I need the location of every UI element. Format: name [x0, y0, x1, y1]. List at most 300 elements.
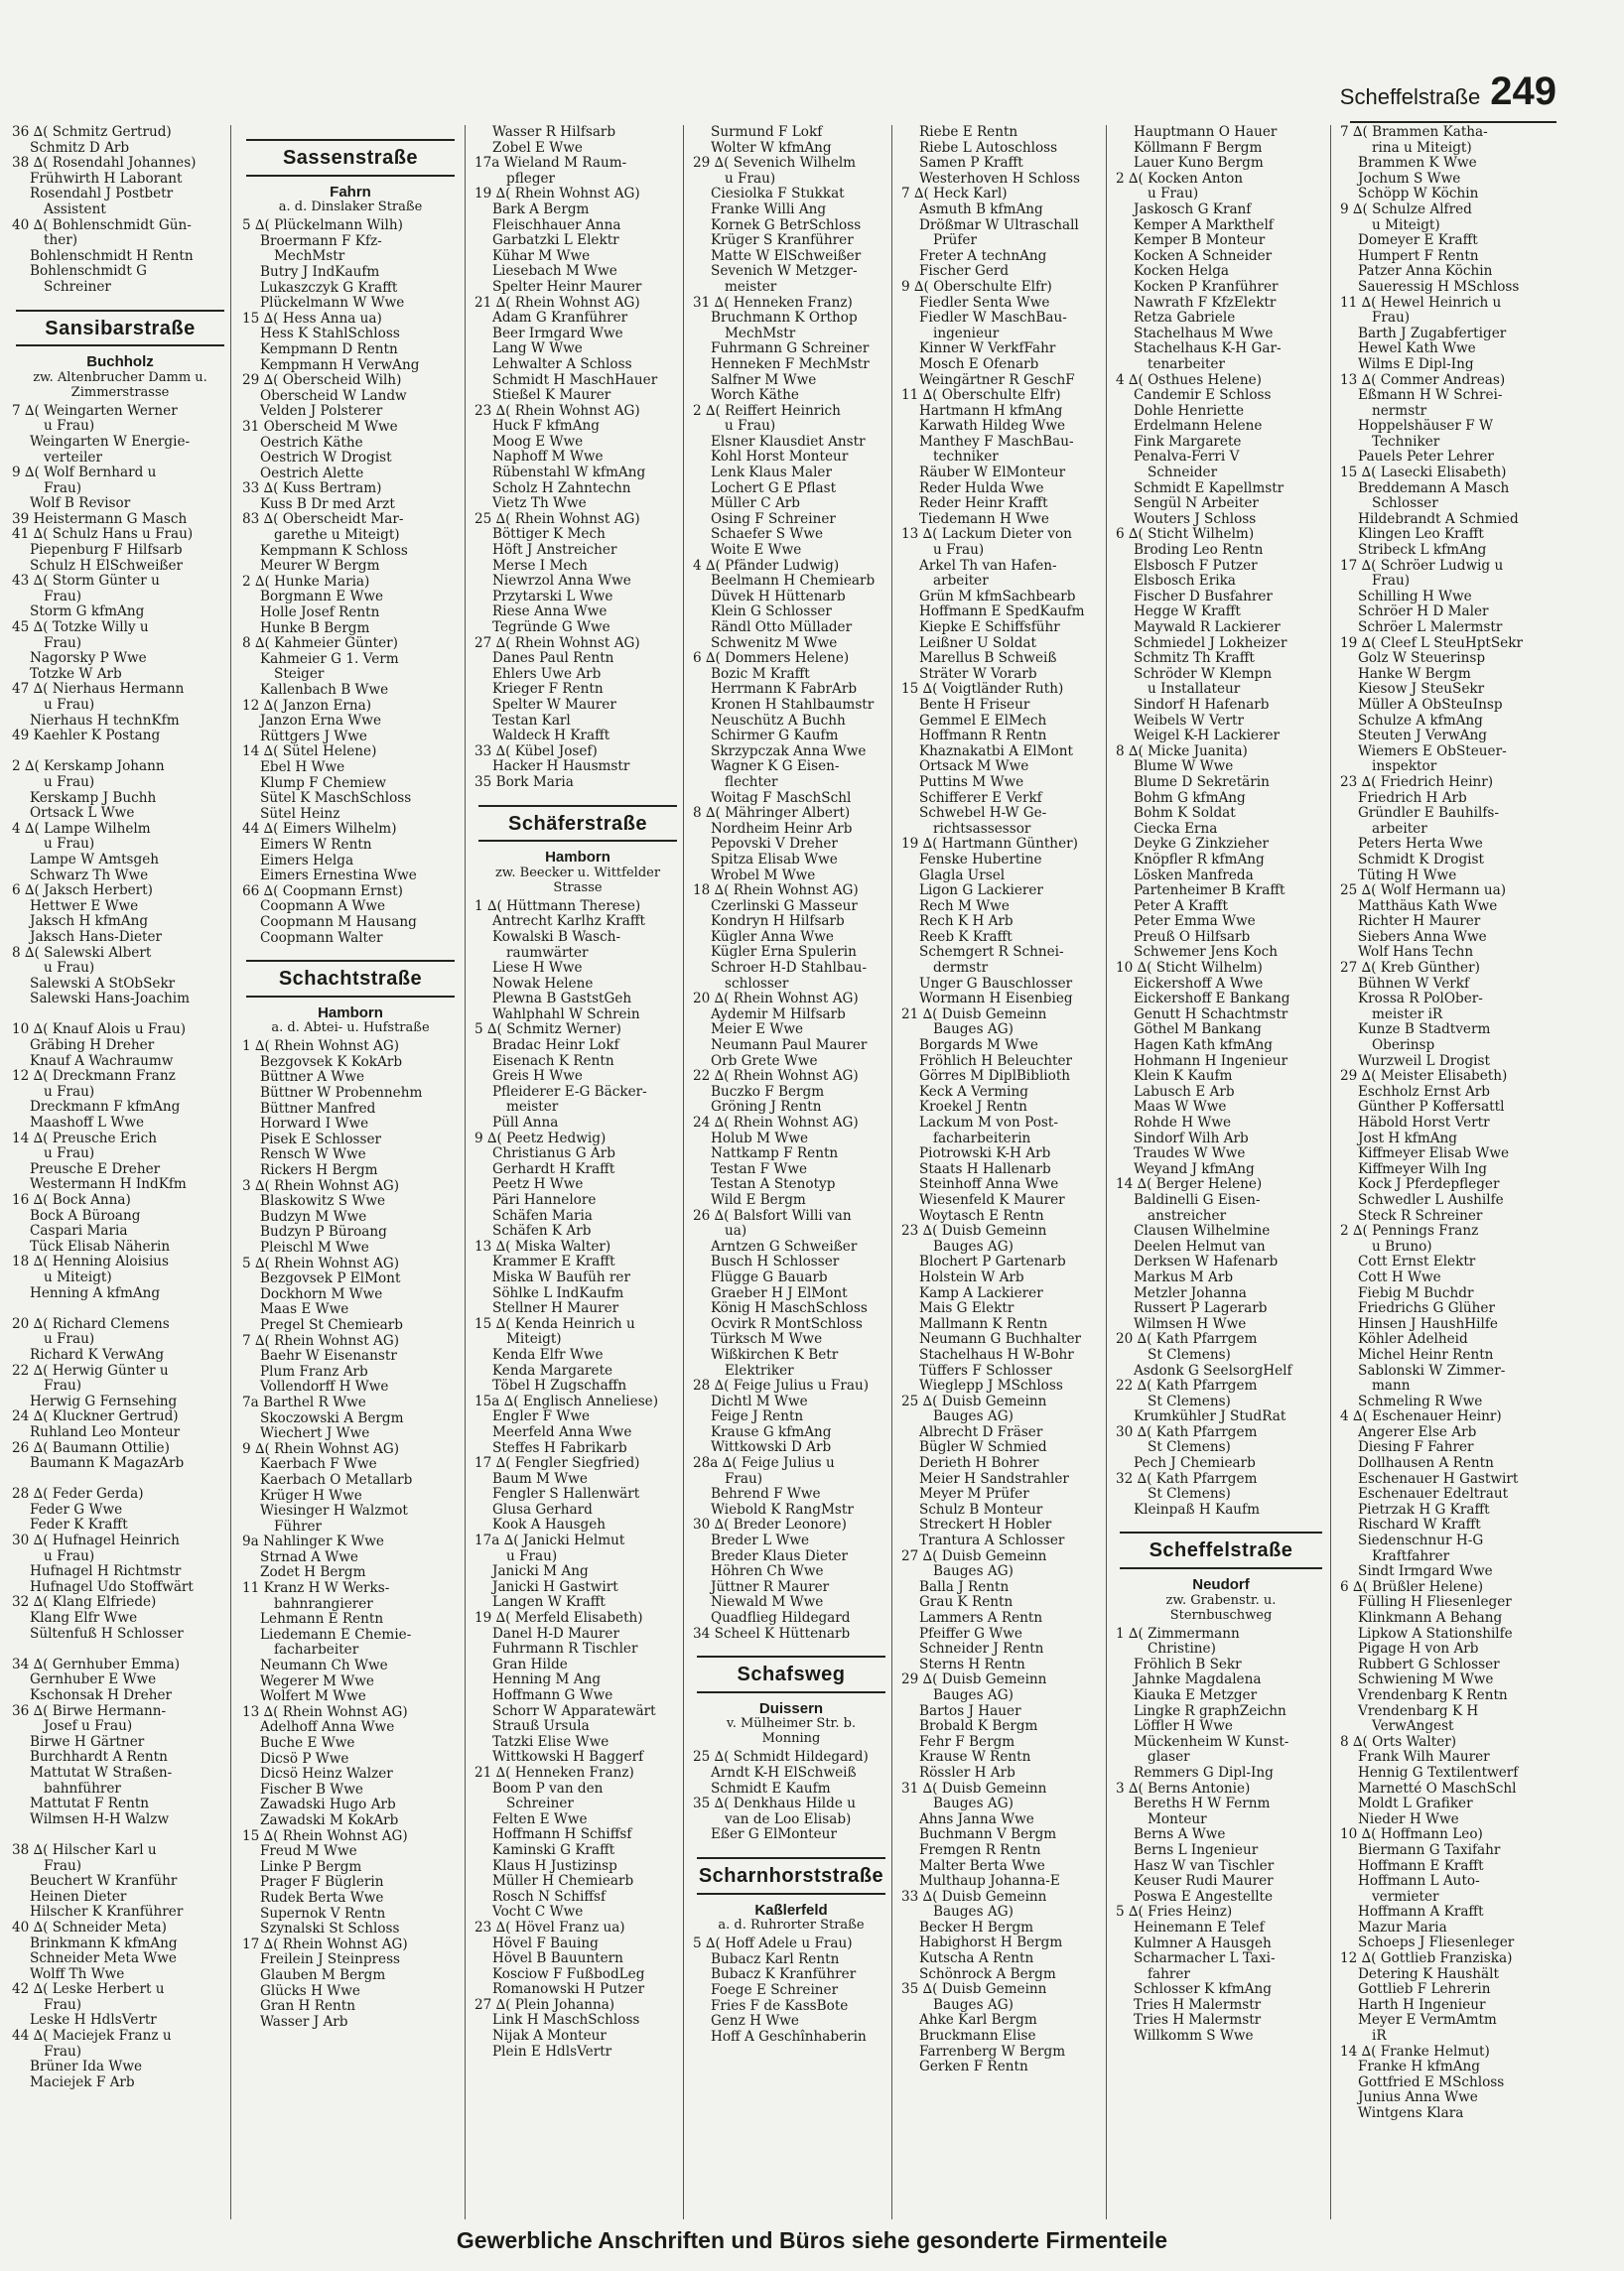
- resident-entry: Wilmsen H Wwe: [1134, 1315, 1247, 1332]
- resident-entry: Kaminski G Krafft: [492, 1841, 615, 1858]
- resident-entry: Gröning J Rentn: [711, 1099, 822, 1116]
- resident-entry: Weyand J kfmAng: [1134, 1160, 1255, 1177]
- resident-entry: Peetz H Wwe: [492, 1176, 584, 1193]
- house-entry: 1 ∆( Zimmermann: [1116, 1625, 1240, 1642]
- resident-entry: [12, 1301, 228, 1317]
- house-entry: 38 ∆( Hilscher Karl u: [12, 1841, 157, 1858]
- resident-entry: Kronen H Stahlbaumstr: [711, 696, 875, 713]
- resident-entry: Breder L Wwe: [711, 1533, 810, 1549]
- resident-entry: Baumann K MagazArb: [30, 1455, 185, 1472]
- resident-entry: Bubacz K Kranführer: [711, 1966, 857, 1983]
- resident-entry: Schmitz D Arb: [30, 139, 130, 156]
- street-name: Schäferstraße: [508, 812, 647, 835]
- resident-entry: Streckert H Hobler: [919, 1517, 1052, 1534]
- resident-entry: Rech M Wwe: [919, 897, 1010, 914]
- resident-entry: Samen P Krafft: [919, 155, 1023, 172]
- resident-entry: u Frau): [44, 1331, 95, 1348]
- resident-entry: Patzer Anna Köchin: [1358, 263, 1493, 280]
- resident-entry: Jost H kfmAng: [1358, 1130, 1458, 1146]
- resident-entry: Keuser Rudi Maurer: [1134, 1873, 1274, 1890]
- resident-entry: Eickershoff A Wwe: [1134, 975, 1264, 992]
- resident-entry: Butry J IndKaufm: [260, 263, 380, 280]
- resident-entry: Frau): [44, 634, 82, 651]
- resident-entry: Remmers G Dipl-Ing: [1134, 1764, 1274, 1781]
- house-entry: 10 ∆( Sticht Wilhelm): [1116, 960, 1263, 977]
- house-entry: 13 ∆( Miska Walter): [474, 1238, 611, 1255]
- resident-entry: Breddemann A Masch: [1358, 479, 1510, 496]
- resident-entry: Kroekel J Rentn: [919, 1099, 1027, 1116]
- resident-entry: Ehlers Uwe Arb: [492, 665, 602, 682]
- resident-entry: Testan Karl: [492, 712, 571, 729]
- resident-entry: Leißner U Soldat: [919, 634, 1037, 651]
- house-entry: 31 ∆( Henneken Franz): [693, 294, 853, 311]
- resident-entry: Frau): [1372, 573, 1411, 590]
- resident-entry: Müller C Arb: [711, 495, 800, 512]
- resident-entry: Klump F Chemiew: [260, 774, 387, 791]
- resident-entry: Krause G kfmAng: [711, 1423, 832, 1440]
- resident-entry: Kenda Elfr Wwe: [492, 1346, 604, 1363]
- resident-entry: Bubacz Karl Rentn: [711, 1950, 840, 1967]
- resident-entry: Szynalski St Schloss: [260, 1921, 400, 1937]
- resident-entry: Tries H Malermstr: [1134, 2012, 1262, 2029]
- resident-entry: St Clemens): [1148, 1486, 1231, 1503]
- resident-entry: Rech K H Arb: [919, 913, 1014, 930]
- resident-entry: tenarbeiter: [1148, 355, 1225, 372]
- house-entry: 9 ∆( Peetz Hedwig): [474, 1130, 607, 1146]
- resident-entry: Broermann F Kfz-: [260, 232, 382, 249]
- resident-entry: Kiffmeyer Elisab Wwe: [1358, 1145, 1510, 1162]
- resident-entry: Miska W Baufüh rer: [492, 1269, 630, 1285]
- resident-entry: Päri Hannelore: [492, 1192, 597, 1208]
- house-entry: 24 ∆( Kluckner Gertrud): [12, 1408, 179, 1425]
- resident-entry: Tatzki Elise Wwe: [492, 1733, 609, 1750]
- resident-entry: Wiebold K RangMstr: [711, 1501, 854, 1518]
- resident-entry: Hennig G Textilentwerf: [1358, 1764, 1519, 1781]
- resident-entry: Kühar M Wwe: [492, 247, 591, 264]
- resident-entry: Jaksch Hans-Dieter: [30, 928, 163, 945]
- resident-entry: Waldeck H Krafft: [492, 728, 610, 744]
- resident-entry: Köhler Adelheid: [1358, 1331, 1468, 1348]
- resident-entry: St Clemens): [1148, 1393, 1231, 1409]
- resident-entry: richtsassessor: [933, 820, 1031, 837]
- resident-entry: Fiedler W MaschBau-: [919, 310, 1067, 327]
- resident-entry: Heinemann E Telef: [1134, 1919, 1265, 1936]
- resident-entry: Nijak A Monteur: [492, 2028, 607, 2045]
- house-entry: 15 ∆( Hess Anna ua): [242, 310, 382, 327]
- resident-entry: Lampe W Amtsgeh: [30, 851, 160, 868]
- resident-entry: Hegge W Krafft: [1134, 603, 1241, 620]
- house-entry: 5 ∆( Schmitz Werner): [474, 1021, 621, 1038]
- resident-entry: Czerlinski G Masseur: [711, 897, 858, 914]
- resident-entry: Schwebel H-W Ge-: [919, 805, 1047, 822]
- district-name: Duissern: [758, 1699, 824, 1717]
- resident-entry: u Frau): [933, 542, 985, 559]
- resident-entry: Danel H-D Maurer: [492, 1625, 619, 1642]
- district-location: a. d. Ruhrorter Straße: [718, 1918, 865, 1934]
- resident-entry: Klaus H Justizinsp: [492, 1857, 617, 1874]
- resident-entry: Fenske Hubertine: [919, 851, 1042, 868]
- house-entry: 30 ∆( Kath Pfarrgem: [1116, 1423, 1258, 1440]
- resident-entry: Sengül N Arbeiter: [1134, 495, 1259, 512]
- resident-entry: Angerer Else Arb: [1358, 1423, 1477, 1440]
- resident-entry: Hilscher K Kranführer: [30, 1904, 184, 1921]
- resident-entry: Fries F de KassBote: [711, 1997, 849, 2014]
- resident-entry: Büttner Manfred: [260, 1100, 376, 1117]
- resident-entry: Reder Hulda Wwe: [919, 479, 1044, 496]
- resident-entry: Weingärtner R GeschF: [919, 371, 1075, 388]
- resident-entry: Rensch W Wwe: [260, 1146, 366, 1163]
- resident-entry: Graeber H J ElMont: [711, 1284, 848, 1301]
- resident-entry: Saueressig H MSchloss: [1358, 278, 1520, 295]
- resident-entry: Bozic M Krafft: [711, 665, 810, 682]
- resident-entry: Deelen Helmut van: [1134, 1238, 1266, 1255]
- resident-entry: Ligon G Lackierer: [919, 882, 1043, 899]
- resident-entry: u Frau): [44, 1083, 95, 1100]
- resident-entry: Jaksch H kfmAng: [30, 913, 149, 930]
- resident-entry: Krause W Rentn: [919, 1749, 1031, 1766]
- resident-entry: Hartmann H kfmAng: [919, 402, 1063, 419]
- house-entry: 15 ∆( Kenda Heinrich u: [474, 1315, 635, 1332]
- resident-entry: St Clemens): [1148, 1439, 1231, 1456]
- house-entry: 21 ∆( Duisb Gemeinn: [901, 1005, 1047, 1022]
- resident-entry: Humpert F Rentn: [1358, 247, 1479, 264]
- resident-entry: Riebe E Rentn: [919, 125, 1018, 140]
- house-entry: 4 ∆( Eschenauer Heinr): [1340, 1408, 1502, 1425]
- resident-entry: Wurzweil L Drogist: [1358, 1052, 1490, 1069]
- resident-entry: Kiffmeyer Wilh Ing: [1358, 1160, 1487, 1177]
- resident-entry: Wiechert J Wwe: [260, 1425, 370, 1442]
- resident-entry: bahnführer: [44, 1780, 121, 1797]
- resident-entry: Pfleiderer E-G Bäcker-: [492, 1083, 647, 1100]
- resident-entry: Krieger F Rentn: [492, 681, 604, 698]
- resident-entry: Bügler W Schmied: [919, 1439, 1047, 1456]
- resident-entry: Cott H Wwe: [1358, 1269, 1441, 1285]
- resident-entry: Vollendorff H Wwe: [260, 1379, 389, 1396]
- resident-entry: Tüting H Wwe: [1358, 867, 1457, 883]
- resident-entry: Steuten J VerwAng: [1358, 728, 1487, 744]
- resident-entry: Fischer Gerd: [919, 263, 1010, 280]
- resident-entry: Kocken A Schneider: [1134, 247, 1273, 264]
- resident-entry: Biermann G Taxifahr: [1358, 1841, 1501, 1858]
- house-entry: 7 ∆( Rhein Wohnst AG): [242, 1332, 400, 1349]
- resident-entry: Kallenbach B Wwe: [260, 682, 389, 698]
- resident-entry: Görres M DiplBiblioth: [919, 1068, 1071, 1085]
- resident-entry: Krossa R PolOber-: [1358, 991, 1483, 1007]
- resident-entry: Tüffers F Schlosser: [919, 1362, 1052, 1379]
- resident-entry: u Frau): [44, 1145, 95, 1162]
- resident-entry: Bohlenschmidt G: [30, 263, 148, 280]
- house-entry: 6 ∆( Sticht Wilhelm): [1116, 526, 1255, 543]
- resident-entry: Eimers W Rentn: [260, 836, 372, 853]
- resident-entry: Khaznakatbi A ElMont: [919, 742, 1073, 759]
- resident-entry: Jahnke Magdalena: [1134, 1671, 1262, 1688]
- resident-entry: Antrecht Karlhz Krafft: [492, 913, 645, 930]
- resident-entry: Nieder H Wwe: [1358, 1810, 1459, 1827]
- resident-entry: Mais G Elektr: [919, 1300, 1015, 1317]
- resident-entry: Fiebig M Buchdr: [1358, 1284, 1474, 1301]
- house-entry: 2 ∆( Reiffert Heinrich: [693, 402, 841, 419]
- house-entry: 35 ∆( Duisb Gemeinn: [901, 1981, 1047, 1998]
- resident-entry: Frau): [44, 2043, 82, 2060]
- resident-entry: schlosser: [725, 975, 789, 992]
- resident-entry: Glücks H Wwe: [260, 1982, 360, 1999]
- resident-entry: Preusche E Dreher: [30, 1160, 161, 1177]
- resident-entry: Franke H kfmAng: [1358, 2059, 1481, 2075]
- house-entry: 66 ∆( Coopmann Ernst): [242, 882, 403, 899]
- house-entry: 9 ∆( Schulze Alfred: [1340, 200, 1472, 217]
- house-entry: 8 ∆( Micke Juanita): [1116, 742, 1248, 759]
- resident-entry: Adam G Kranführer: [492, 310, 628, 327]
- resident-entry: Kügler Erna Spulerin: [711, 944, 857, 961]
- resident-entry: Eimers Helga: [260, 852, 354, 868]
- house-entry: 4 ∆( Pfänder Ludwig): [693, 557, 840, 574]
- resident-entry: Lammers A Rentn: [919, 1610, 1043, 1626]
- resident-entry: Friedrichs G Glüher: [1358, 1300, 1495, 1317]
- resident-entry: Fuhrmann R Tischler: [492, 1641, 638, 1658]
- resident-entry: Janicki M Ang: [492, 1563, 589, 1580]
- resident-entry: Wolf B Revisor: [30, 495, 131, 512]
- house-entry: 6 ∆( Dommers Helene): [693, 650, 850, 667]
- resident-entry: Baum M Wwe: [492, 1470, 588, 1487]
- resident-entry: Nattkamp F Rentn: [711, 1145, 839, 1162]
- house-entry: 23 ∆( Hövel Franz ua): [474, 1919, 625, 1936]
- resident-entry: Freud M Wwe: [260, 1843, 357, 1860]
- resident-entry: Spitza Elisab Wwe: [711, 851, 838, 868]
- resident-entry: Metzler Johanna: [1134, 1284, 1247, 1301]
- house-entry: 5 ∆( Fries Heinz): [1116, 1904, 1233, 1921]
- resident-entry: Keck A Verming: [919, 1083, 1028, 1100]
- resident-entry: Hoffmann A Krafft: [1358, 1904, 1484, 1921]
- resident-entry: Kohl Horst Monteur: [711, 449, 849, 466]
- resident-entry: MechMstr: [725, 325, 796, 341]
- resident-entry: Peters Herta Wwe: [1358, 836, 1483, 853]
- resident-entry: Gernhuber E Wwe: [30, 1671, 157, 1688]
- resident-entry: Kemper A Markthelf: [1134, 216, 1274, 233]
- resident-entry: Wißkirchen K Betr: [711, 1346, 839, 1363]
- resident-entry: Friedrich H Arb: [1358, 789, 1467, 806]
- resident-entry: Blume D Sekretärin: [1134, 773, 1270, 790]
- house-entry: 8 ∆( Kahmeier Günter): [242, 635, 398, 652]
- resident-entry: Dollhausen A Rentn: [1358, 1455, 1494, 1472]
- house-entry: 14 ∆( Berger Helene): [1116, 1176, 1263, 1193]
- resident-entry: Fleischhauer Anna: [492, 216, 621, 233]
- resident-entry: Glauben M Bergm: [260, 1966, 386, 1983]
- resident-entry: Wolff Th Wwe: [30, 1965, 125, 1982]
- resident-entry: Henning M Ang: [492, 1671, 602, 1688]
- resident-entry: Kemper B Monteur: [1134, 232, 1266, 249]
- resident-entry: Burchhardt A Rentn: [30, 1749, 168, 1766]
- resident-entry: Plein E HdlsVertr: [492, 2043, 612, 2060]
- house-entry: 31 ∆( Duisb Gemeinn: [901, 1780, 1047, 1797]
- resident-entry: Glusa Gerhard: [492, 1501, 593, 1518]
- resident-entry: Hohmann H Ingenieur: [1134, 1052, 1288, 1069]
- house-entry: 27 ∆( Kreb Günther): [1340, 960, 1480, 977]
- house-entry: 8 ∆( Orts Walter): [1340, 1733, 1457, 1750]
- house-entry: 17 ∆( Schröer Ludwig u: [1340, 557, 1504, 574]
- resident-entry: Oestrich Alette: [260, 465, 364, 481]
- resident-entry: Danes Paul Rentn: [492, 650, 614, 667]
- resident-entry: Brobald K Bergm: [919, 1718, 1038, 1735]
- resident-entry: Kocken Helga: [1134, 263, 1229, 280]
- house-entry: 35 ∆( Denkhaus Hilde u: [693, 1796, 856, 1812]
- resident-entry: Beuchert W Kranführ: [30, 1873, 178, 1890]
- resident-entry: Weibels W Vertr: [1134, 712, 1245, 729]
- resident-entry: [12, 1827, 228, 1843]
- column-2: [242, 125, 459, 2217]
- resident-entry: Balla J Rentn: [919, 1578, 1010, 1595]
- resident-entry: ingenieur: [933, 325, 1000, 341]
- house-entry: 4 ∆( Osthues Helene): [1116, 371, 1262, 388]
- resident-entry: Heinen Dieter: [30, 1888, 127, 1905]
- resident-entry: Niewrzol Anna Wwe: [492, 573, 631, 590]
- resident-entry: Rubbert G Schlosser: [1358, 1656, 1500, 1672]
- resident-entry: Bühnen W Verkf: [1358, 975, 1470, 992]
- resident-entry: Lenk Klaus Maler: [711, 465, 832, 481]
- resident-entry: Neuschütz A Buchh: [711, 712, 846, 729]
- resident-entry: Moog E Wwe: [492, 433, 584, 450]
- resident-entry: Rosch N Schiffsf: [492, 1888, 606, 1905]
- resident-entry: 11 Kranz H W Werks-: [242, 1580, 390, 1597]
- resident-entry: Breder Klaus Dieter: [711, 1547, 849, 1564]
- resident-entry: Kiauka E Metzger: [1134, 1687, 1258, 1703]
- resident-entry: Behrend F Wwe: [711, 1486, 821, 1503]
- house-entry: 41 ∆( Schulz Hans u Frau): [12, 526, 194, 543]
- resident-entry: Frank Wilh Maurer: [1358, 1749, 1490, 1766]
- resident-entry: Hasz W van Tischler: [1134, 1857, 1275, 1874]
- resident-entry: Boom P van den: [492, 1780, 604, 1797]
- resident-entry: St Clemens): [1148, 1346, 1231, 1363]
- column-6: [1116, 125, 1326, 2217]
- resident-entry: u Frau): [44, 773, 95, 790]
- resident-entry: Kosciow F FußbodLeg: [492, 1965, 645, 1982]
- resident-entry: Höft J Anstreicher: [492, 542, 617, 559]
- resident-entry: Trantura A Schlosser: [919, 1533, 1065, 1549]
- resident-entry: Elektriker: [725, 1362, 794, 1379]
- resident-entry: Staats H Hallenarb: [919, 1160, 1051, 1177]
- house-entry: 34 ∆( Gernhuber Emma): [12, 1656, 181, 1672]
- resident-entry: Lukaszczyk G Krafft: [260, 279, 398, 296]
- resident-entry: Janzon Erna Wwe: [260, 713, 381, 730]
- resident-entry: Ciesiolka F Stukkat: [711, 186, 845, 202]
- resident-entry: Lingke R graphZeichn: [1134, 1702, 1286, 1719]
- house-entry: 27 ∆( Plein Johanna): [474, 1996, 615, 2013]
- house-entry: 25 ∆( Duisb Gemeinn: [901, 1393, 1047, 1409]
- house-entry: 22 ∆( Herwig Günter u: [12, 1362, 169, 1379]
- resident-entry: meister iR: [1372, 1005, 1443, 1022]
- resident-entry: Gerhardt H Krafft: [492, 1160, 615, 1177]
- resident-entry: Pauels Peter Lehrer: [1358, 449, 1494, 466]
- house-entry: 17a ∆( Janicki Helmut: [474, 1533, 625, 1549]
- resident-entry: [12, 1472, 228, 1488]
- resident-entry: Bauges AG): [933, 1686, 1014, 1703]
- resident-entry: Feder G Wwe: [30, 1501, 123, 1518]
- resident-entry: Rübenstahl W kfmAng: [492, 465, 646, 481]
- resident-entry: Püll Anna: [492, 1115, 559, 1132]
- resident-entry: Grün M kfmSachbearb: [919, 588, 1076, 604]
- resident-entry: Fuhrmann G Schreiner: [711, 340, 870, 357]
- resident-entry: Frau): [44, 1378, 82, 1395]
- resident-entry: techniker: [933, 449, 999, 466]
- resident-entry: Lackum M von Post-: [919, 1115, 1058, 1131]
- house-entry: 32 ∆( Kath Pfarrgem: [1116, 1470, 1258, 1487]
- resident-entry: Hufnagel Udo Stoffwärt: [30, 1578, 194, 1595]
- resident-entry: Bereths H W Fernm: [1134, 1796, 1271, 1812]
- resident-entry: Harth H Ingenieur: [1358, 1996, 1486, 2013]
- house-entry: 17 ∆( Rhein Wohnst AG): [242, 1936, 408, 1952]
- resident-entry: flechter: [725, 773, 778, 790]
- resident-entry: facharbeiter: [274, 1642, 359, 1659]
- resident-entry: Freter A technAng: [919, 247, 1047, 264]
- resident-entry: Meier H Sandstrahler: [919, 1470, 1069, 1487]
- house-entry: 20 ∆( Richard Clemens: [12, 1315, 170, 1332]
- resident-entry: 17a Wieland M Raum-: [474, 155, 627, 172]
- resident-entry: u Installateur: [1148, 681, 1241, 698]
- district-location: zw. Altenbrucher Damm u. Zimmerstrasse: [33, 369, 207, 400]
- resident-entry: Lochert G E Pflast: [711, 479, 837, 496]
- resident-entry: Hinsen J HaushHilfe: [1358, 1315, 1498, 1332]
- house-entry: 27 ∆( Duisb Gemeinn: [901, 1547, 1047, 1564]
- resident-entry: Budzyn M Wwe: [260, 1208, 367, 1225]
- resident-entry: Linke P Bergm: [260, 1858, 362, 1875]
- resident-entry: Frau): [44, 1996, 82, 2013]
- resident-entry: 35 Bork Maria: [474, 773, 574, 790]
- resident-entry: Totzke W Arb: [30, 665, 122, 682]
- house-entry: 15a ∆( Englisch Anneliese): [474, 1393, 659, 1409]
- house-entry: 30 ∆( Hufnagel Heinrich: [12, 1533, 180, 1549]
- resident-entry: Pleischl M Wwe: [260, 1240, 369, 1256]
- house-entry: 10 ∆( Hoffmann Leo): [1340, 1826, 1483, 1843]
- resident-entry: fahrer: [1148, 1965, 1190, 1982]
- resident-entry: Wolfert M Wwe: [260, 1688, 366, 1705]
- resident-entry: Brüner Ida Wwe: [30, 2059, 143, 2075]
- resident-entry: Fröhlich H Beleuchter: [919, 1052, 1072, 1069]
- resident-entry: nermstr: [1372, 402, 1427, 419]
- resident-entry: Storm G kfmAng: [30, 603, 145, 620]
- resident-entry: Spelter W Maurer: [492, 696, 616, 713]
- resident-entry: Sterns H Rentn: [919, 1656, 1025, 1672]
- resident-entry: Büttner W Probennehm: [260, 1085, 423, 1102]
- resident-entry: Mallmann K Rentn: [919, 1315, 1048, 1332]
- resident-entry: Kunze B Stadtverm: [1358, 1021, 1491, 1038]
- resident-entry: Gran H Rentn: [260, 1998, 355, 2015]
- house-entry: 13 ∆( Lackum Dieter von: [901, 526, 1072, 543]
- resident-entry: Borgmann E Wwe: [260, 589, 384, 605]
- house-entry: 19 ∆( Merfeld Elisabeth): [474, 1610, 643, 1627]
- resident-entry: Brinkmann K kfmAng: [30, 1935, 178, 1951]
- house-entry: 9 ∆( Oberschulte Elfr): [901, 278, 1052, 295]
- resident-entry: Erdelmann Helene: [1134, 418, 1263, 435]
- resident-entry: dermstr: [933, 960, 989, 977]
- resident-entry: Schmidt E Kaufm: [711, 1780, 831, 1797]
- resident-entry: Multhaup Johanna-E: [919, 1873, 1060, 1890]
- house-entry: 29 ∆( Sevenich Wilhelm: [693, 155, 857, 172]
- resident-entry: Schröer H D Maler: [1358, 603, 1489, 620]
- house-entry: 47 ∆( Nierhaus Hermann: [12, 681, 185, 698]
- resident-entry: Langen W Krafft: [492, 1594, 606, 1611]
- house-entry: 12 ∆( Janzon Erna): [242, 697, 372, 714]
- resident-entry: Markus M Arb: [1134, 1269, 1234, 1285]
- resident-entry: Rosendahl J Postbetr: [30, 186, 174, 202]
- house-entry: 10 ∆( Knauf Alois u Frau): [12, 1021, 187, 1038]
- resident-entry: Mazur Maria: [1358, 1919, 1447, 1936]
- resident-entry: Nawrath F KfzElektr: [1134, 294, 1277, 311]
- resident-entry: Eßer G ElMonteur: [711, 1826, 837, 1843]
- house-entry: 30 ∆( Breder Leonore): [693, 1517, 847, 1534]
- resident-entry: Schlosser: [1372, 495, 1438, 512]
- resident-entry: Meier E Wwe: [711, 1021, 804, 1038]
- resident-entry: Kinner W VerkfFahr: [919, 340, 1056, 357]
- resident-entry: Wahlphahl W Schrein: [492, 1005, 640, 1022]
